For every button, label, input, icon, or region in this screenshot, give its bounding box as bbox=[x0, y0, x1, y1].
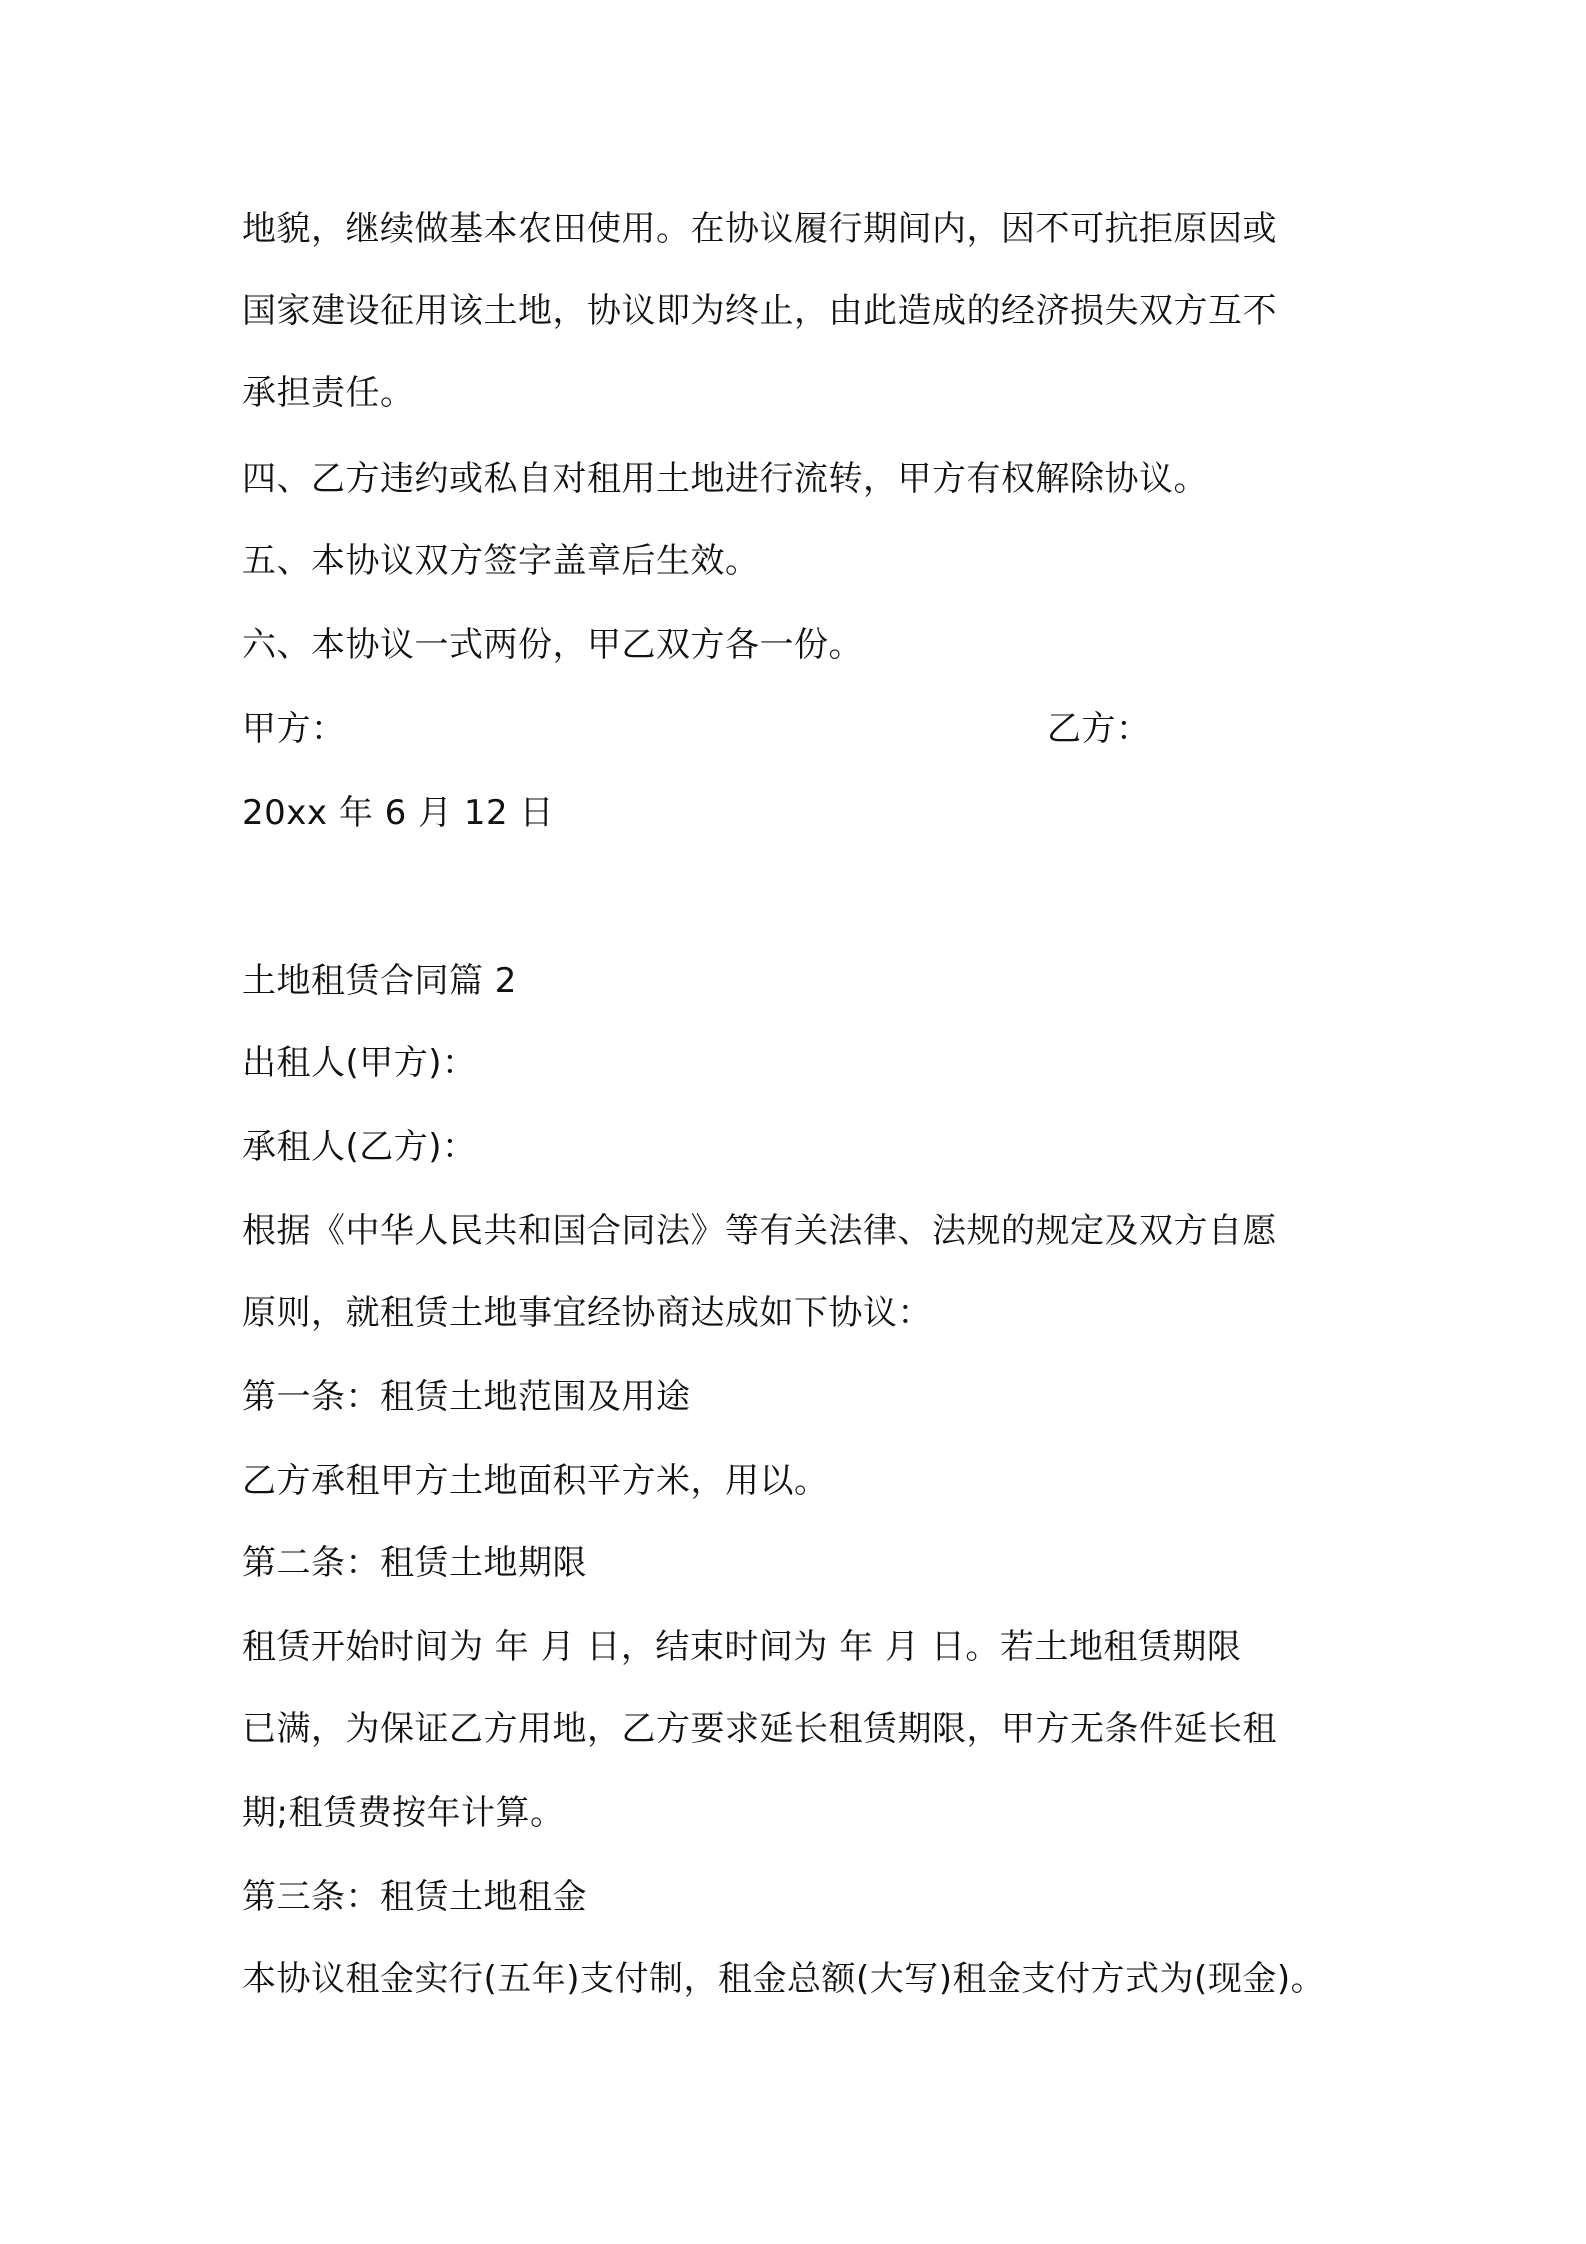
signature-row bbox=[242, 706, 1151, 752]
article-one-body: 乙方承租甲方土地面积平方米，用以。 bbox=[242, 1461, 829, 1501]
paragraph-line: 国家建设征用该土地，协议即为终止，由此造成的经济损失双方互不 bbox=[242, 291, 1277, 331]
paragraph-line: 地貌，继续做基本农田使用。在协议履行期间内，因不可抗拒原因或 bbox=[242, 209, 1277, 249]
lessor-label: 出租人(甲方)： bbox=[242, 1043, 477, 1083]
article-three-body: 本协议租金实行(五年)支付制，租金总额(大写)租金支付方式为(现金)。 bbox=[242, 1959, 1326, 1999]
clause-six: 六、本协议一式两份，甲乙双方各一份。 bbox=[242, 625, 863, 665]
party-a-signature-label: 甲方： bbox=[242, 709, 346, 749]
article-two-line: 租赁开始时间为 年 月 日，结束时间为 年 月 日。若土地租赁期限 bbox=[242, 1627, 1242, 1667]
signing-date: 20xx 年 6 月 12 日 bbox=[242, 793, 554, 833]
clause-four: 四、乙方违约或私自对租用土地进行流转，甲方有权解除协议。 bbox=[242, 459, 1208, 499]
clause-five: 五、本协议双方签字盖章后生效。 bbox=[242, 541, 760, 581]
article-three-heading: 第三条：租赁土地租金 bbox=[242, 1877, 587, 1917]
intro-line: 原则，就租赁土地事宜经协商达成如下协议： bbox=[242, 1293, 932, 1333]
article-two-line: 已满，为保证乙方用地，乙方要求延长租赁期限，甲方无条件延长租 bbox=[242, 1709, 1277, 1749]
paragraph-line: 承担责任。 bbox=[242, 373, 415, 413]
party-b-signature-label: 乙方： bbox=[1047, 709, 1151, 749]
article-one-heading: 第一条：租赁土地范围及用途 bbox=[242, 1377, 691, 1417]
intro-line: 根据《中华人民共和国合同法》等有关法律、法规的规定及双方自愿 bbox=[242, 1211, 1277, 1251]
lessee-label: 承租人(乙方)： bbox=[242, 1127, 477, 1167]
contract-title: 土地租赁合同篇 2 bbox=[242, 961, 517, 1001]
article-two-line: 期;租赁费按年计算。 bbox=[242, 1793, 565, 1833]
article-two-heading: 第二条：租赁土地期限 bbox=[242, 1543, 587, 1583]
